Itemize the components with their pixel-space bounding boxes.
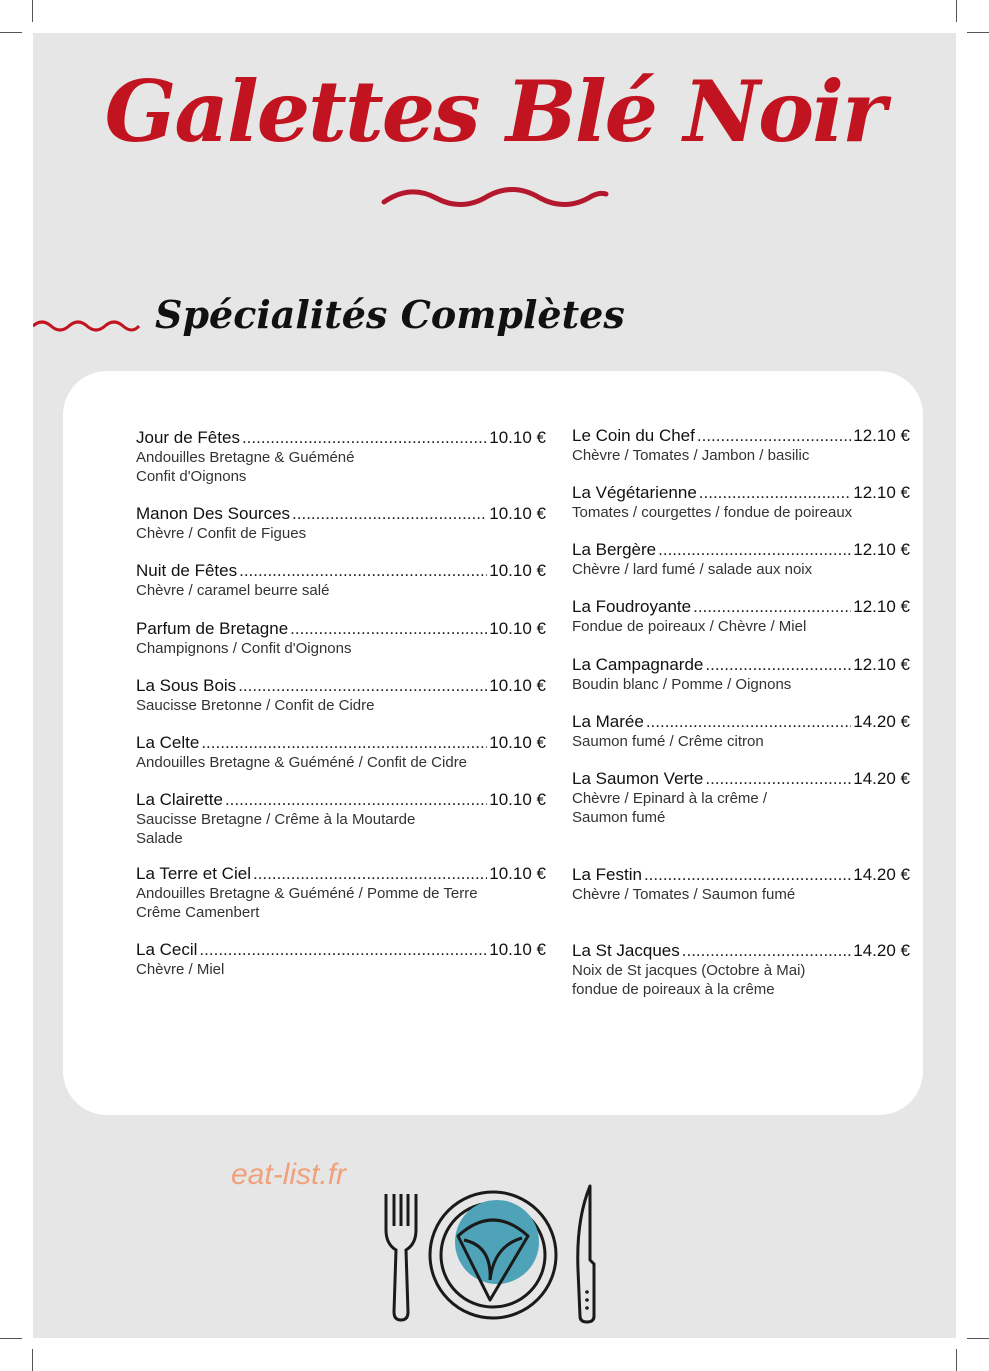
- menu-item-name: La Saumon Verte: [572, 769, 704, 788]
- menu-item: [136, 619, 546, 658]
- menu-item-description: Andouilles Bretagne & Guéméné: [136, 449, 355, 466]
- menu-item: [572, 712, 910, 751]
- menu-item-description: Confit d'Oignons: [136, 468, 247, 485]
- menu-item-price: 12.10 €: [853, 540, 910, 559]
- menu-item-price: 12.10 €: [853, 483, 910, 502]
- menu-item-line: [136, 504, 546, 524]
- dot-leader: [646, 712, 851, 732]
- menu-item-price: 10.10 €: [489, 733, 546, 752]
- menu-item: [572, 483, 910, 522]
- menu-item-name: La Sous Bois: [136, 676, 237, 695]
- menu-item-description: Champignons / Confit d'Oignons: [136, 640, 352, 657]
- menu-item-description: Boudin blanc / Pomme / Oignons: [572, 676, 792, 693]
- menu-item-description: Saucisse Bretonne / Confit de Cidre: [136, 697, 375, 714]
- dot-leader: [693, 597, 851, 617]
- menu-item-name: La Végétarienne: [572, 483, 697, 502]
- menu-item-price: 12.10 €: [853, 597, 910, 616]
- menu-item-line: [136, 864, 546, 884]
- crop-mark: [0, 1338, 22, 1339]
- menu-item-price: 10.10 €: [489, 619, 546, 638]
- menu-item-line: [136, 733, 546, 753]
- menu-item-description: Chèvre / Epinard à la crême /: [572, 790, 768, 807]
- menu-item-price: 10.10 €: [489, 676, 546, 695]
- title-wave-decoration: [380, 182, 610, 214]
- dot-leader: [705, 655, 851, 675]
- menu-item-price: 14.20 €: [853, 712, 910, 731]
- subtitle-wave-decoration: [33, 318, 143, 334]
- menu-item-description: Salade: [136, 830, 183, 847]
- menu-item-line: [572, 540, 910, 560]
- menu-item-line: [572, 769, 910, 789]
- menu-item-name: La Marée: [572, 712, 644, 731]
- menu-item-name: Parfum de Bretagne: [136, 619, 289, 638]
- crop-mark: [956, 0, 957, 22]
- dot-leader: [699, 483, 851, 503]
- menu-item-line: [136, 561, 546, 581]
- menu-item: [136, 561, 546, 600]
- menu-item: [136, 676, 546, 715]
- menu-item: [136, 790, 546, 848]
- menu-item-line: [572, 597, 910, 617]
- menu-item-name: Nuit de Fêtes: [136, 561, 238, 580]
- menu-item: [136, 733, 546, 772]
- menu-item-name: Jour de Fêtes: [136, 428, 240, 447]
- menu-item-description: Chèvre / lard fumé / salade aux noix: [572, 561, 813, 578]
- menu-item-price: 10.10 €: [489, 561, 546, 580]
- menu-item-price: 12.10 €: [853, 426, 910, 445]
- menu-item-name: La Cecil: [136, 940, 198, 959]
- dot-leader: [292, 504, 487, 524]
- menu-item: [572, 540, 910, 579]
- menu-item: [136, 940, 546, 979]
- menu-item-name: Manon Des Sources: [136, 504, 291, 523]
- menu-item: [572, 865, 910, 904]
- menu-item-description: Saucisse Bretagne / Crême à la Moutarde: [136, 811, 416, 828]
- menu-item-price: 10.10 €: [489, 940, 546, 959]
- menu-item-price: 10.10 €: [489, 790, 546, 809]
- menu-item-description: Saumon fumé: [572, 809, 666, 826]
- menu-item-line: [136, 940, 546, 960]
- menu-item-price: 10.10 €: [489, 504, 546, 523]
- menu-item-name: Le Coin du Chef: [572, 426, 695, 445]
- menu-item-name: La Clairette: [136, 790, 223, 809]
- crop-mark: [32, 0, 33, 22]
- crop-mark: [967, 32, 989, 33]
- menu-item-price: 10.10 €: [489, 428, 546, 447]
- menu-item-price: 14.20 €: [853, 865, 910, 884]
- section-heading: Spécialités Complètes: [155, 292, 625, 337]
- dot-leader: [705, 769, 851, 789]
- menu-item-description: Fondue de poireaux / Chèvre / Miel: [572, 618, 807, 635]
- menu-item-description: Chèvre / Tomates / Saumon fumé: [572, 886, 796, 903]
- crop-mark: [967, 1338, 989, 1339]
- menu-item-line: [136, 790, 546, 810]
- menu-item: [136, 504, 546, 543]
- menu-item-description: Tomates / courgettes / fondue de poireaux: [572, 504, 853, 521]
- menu-item-name: La Foudroyante: [572, 597, 692, 616]
- dot-leader: [290, 619, 487, 639]
- menu-item: [572, 655, 910, 694]
- menu-item-name: La Bergère: [572, 540, 657, 559]
- menu-item-price: 14.20 €: [853, 941, 910, 960]
- dot-leader: [253, 864, 487, 884]
- menu-item: [572, 941, 910, 999]
- dot-leader: [239, 561, 487, 581]
- menu-item-description: Chèvre / Miel: [136, 961, 225, 978]
- dot-leader: [242, 428, 487, 448]
- page-title: Galettes Blé Noir: [104, 62, 885, 161]
- menu-item-description: Chèvre / Confit de Figues: [136, 525, 307, 542]
- menu-item-price: 12.10 €: [853, 655, 910, 674]
- dot-leader: [644, 865, 851, 885]
- crop-mark: [0, 32, 22, 33]
- crop-mark: [32, 1349, 33, 1371]
- menu-item-description: Noix de St jacques (Octobre à Mai): [572, 962, 806, 979]
- menu-item-description: Saumon fumé / Crême citron: [572, 733, 764, 750]
- menu-item-name: La Festin: [572, 865, 642, 884]
- menu-item-description: Crême Camenbert: [136, 904, 260, 921]
- dot-leader: [697, 426, 851, 446]
- menu-item: [572, 597, 910, 636]
- dot-leader: [658, 540, 851, 560]
- crop-mark: [956, 1349, 957, 1371]
- menu-item-line: [572, 655, 910, 675]
- menu-item-line: [136, 428, 546, 448]
- menu-item-line: [572, 426, 910, 446]
- menu-item-name: La St Jacques: [572, 941, 680, 960]
- menu-item: [136, 428, 546, 486]
- fork-plate-crepe-knife-icon: [380, 1180, 610, 1325]
- dot-leader: [199, 940, 487, 960]
- menu-item-price: 14.20 €: [853, 769, 910, 788]
- menu-item-description: fondue de poireaux à la crême: [572, 981, 775, 998]
- menu-item-name: La Celte: [136, 733, 200, 752]
- menu-item-line: [136, 676, 546, 696]
- dot-leader: [238, 676, 487, 696]
- menu-item-name: La Campagnarde: [572, 655, 704, 674]
- menu-item-line: [572, 712, 910, 732]
- menu-item: [136, 864, 546, 922]
- menu-item-line: [572, 865, 910, 885]
- menu-item: [572, 769, 910, 827]
- dot-leader: [225, 790, 487, 810]
- menu-item-price: 10.10 €: [489, 864, 546, 883]
- menu-item-description: Chèvre / Tomates / Jambon / basilic: [572, 447, 810, 464]
- menu-item-line: [572, 941, 910, 961]
- menu-item-line: [136, 619, 546, 639]
- menu-item-line: [572, 483, 910, 503]
- menu-item-name: La Terre et Ciel: [136, 864, 251, 883]
- dot-leader: [201, 733, 487, 753]
- watermark: eat-list.fr: [231, 1158, 347, 1191]
- menu-item: [572, 426, 910, 465]
- menu-item-description: Chèvre / caramel beurre salé: [136, 582, 330, 599]
- dot-leader: [682, 941, 852, 961]
- menu-item-description: Andouilles Bretagne & Guéméné / Confit de Cidre: [136, 754, 468, 771]
- menu-item-description: Andouilles Bretagne & Guéméné / Pomme de Terre: [136, 885, 478, 902]
